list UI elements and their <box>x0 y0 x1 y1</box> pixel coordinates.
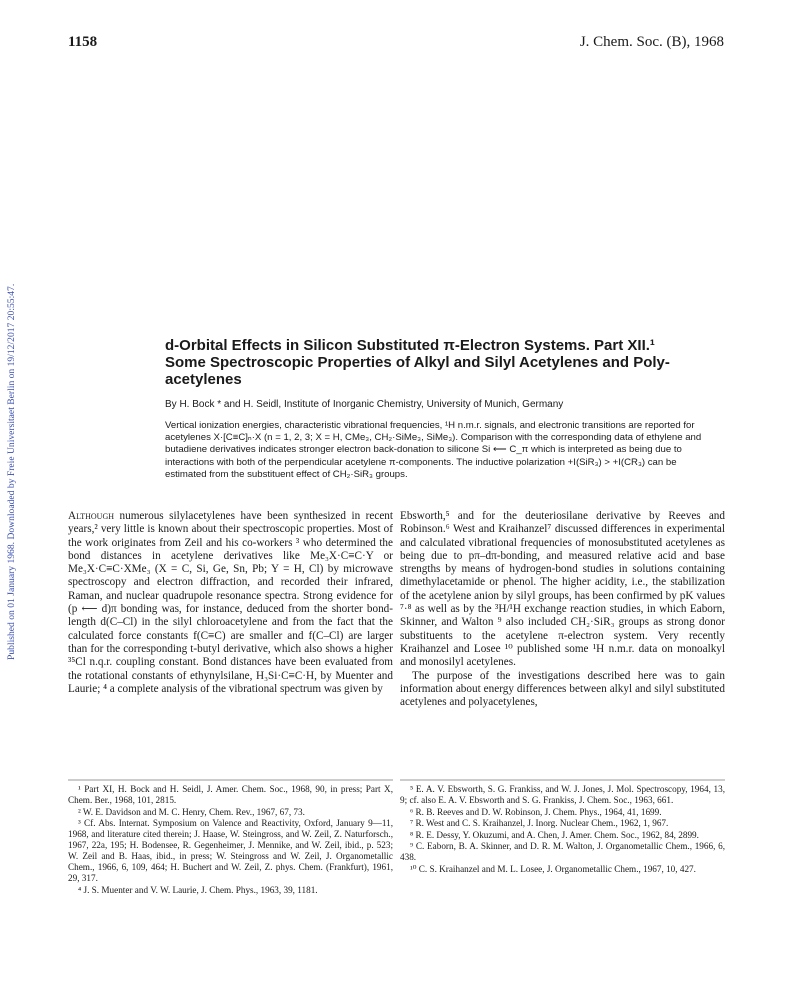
footnote: ⁴ J. S. Muenter and V. W. Laurie, J. Chem. Phys., 1963, 39, 1181. <box>78 884 318 895</box>
article-heading <box>165 337 725 481</box>
footnote: ⁵ E. A. V. Ebsworth, S. G. Frankiss, and W. J. Jones, J. Mol. Spectroscopy, 1964, 13, 9; cf. also E. A. V. Ebsworth and S. G. Frankiss, J. Chem. Soc., 1963, 661. <box>400 784 725 805</box>
title-line-1: d-Orbital Effects in Silicon Substituted π-Electron Systems. Part XII.¹ <box>165 337 655 354</box>
journal-reference: J. Chem. Soc. (B), 1968 <box>579 34 724 50</box>
footnotes-left <box>68 784 393 896</box>
footnote: ⁶ R. B. Reeves and D. W. Robinson, J. Chem. Phys., 1964, 41, 1699. <box>410 806 662 817</box>
footnote: ⁹ C. Eaborn, B. A. Skinner, and D. R. M. Walton, J. Organometallic Chem., 1966, 6, 438. <box>400 841 725 862</box>
footnote: ¹⁰ C. S. Kraihanzel and M. L. Losee, J. Organometallic Chem., 1967, 10, 427. <box>410 863 696 874</box>
body-paragraph: The purpose of the investigations described here was to gain information about energy differences between alkyl and silyl substituted acetylenes and polyacetylenes, <box>400 669 725 709</box>
publication-notice: Published on 01 January 1968. Downloaded by Freie Universitaet Berlin on 19/12/2017 20:55:47. <box>6 283 17 660</box>
abstract: Vertical ionization energies, characteristic vibrational frequencies, ¹H n.m.r. signals, and electronic transitions are reported for acetylenes X·[C≡C]ₙ·X (n = 1, 2, 3; X = H, CMe₃, CH₂·SiMe₃, SiMe₃). Comparison with the corresponding data of ethylene and butadiene derivatives indicates stronger electron back-donation to silicone Si ⟵ C_π which is interpreted as being due to interactions with both of the perpendicular acetylene π-components. The inductive polarization +I(SiR₃) > +I(CR₃) can be estimated from the substituent effect of CH₂·SiR₃ groups. <box>165 420 702 480</box>
footnote: ³ Cf. Abs. Internat. Symposium on Valence and Reactivity, Oxford, January 9—11, 1968, and literature cited therein; J. Haase, W. Steingross, and W. Zeil, Z. Naturforsch., 1967, 22a, 195; H. Bodensee, R. Gegenheimer, J. Mennike, and W. Zeil, ibid., p. 523; W. Zeil and B. Haas, ibid., in press; W. Steingross and W. Zeil, J. Organometallic Chem., 1966, 6, 109, 464; H. Buchert and W. Zeil, Z. phys. Chem. (Frankfurt), 1961, 29, 317. <box>68 818 393 883</box>
body-column-left <box>68 510 393 696</box>
lead-word: Although <box>68 510 115 522</box>
body-text-left: numerous silylacetylenes have been synthesized in recent years,² very little is known about their spectroscopic properties. Most of the work originates from Zeil and his co-workers ³ who determined the bond distances in acetylene derivatives like Me₃X·C≡C·Y or Me₃X·C≡C·XMe₃ (X = C, Si, Ge, Sn, Pb; Y = H, Cl) by microwave spectroscopy and electron diffraction, and recorded their infrared, Raman, and nuclear quadrupole resonance spectra. Strong evidence for (p ⟵ d)π bonding was, for instance, deduced from the shorter bond-length d(C–Cl) in the silyl chloroacetylene and from the fact that the calculated force constants f(C≡C) are smaller and f(C–Cl) are larger than for the corresponding t-butyl derivative, which also shows a higher ³⁵Cl n.q.r. coupling constant. Bond distances have been evaluated from the rotational constants of ethynylsilane, H₃Si·C≡C·H, by Muenter and Laurie; ⁴ a complete analysis of the vibrational spectrum was given by <box>68 510 393 695</box>
footnote-divider <box>68 779 393 781</box>
footnotes-right <box>400 784 725 875</box>
article-title <box>165 337 725 388</box>
author-line: By H. Bock * and H. Seidl, Institute of Inorganic Chemistry, University of Munich, Germany <box>165 399 564 410</box>
body-column-right <box>400 510 725 709</box>
footnote: ⁸ R. E. Dessy, Y. Okuzumi, and A. Chen, J. Amer. Chem. Soc., 1962, 84, 2899. <box>410 829 699 840</box>
footnote: ¹ Part XI, H. Bock and H. Seidl, J. Amer. Chem. Soc., 1968, 90, in press; Part X, Chem. Ber., 1968, 101, 2815. <box>68 784 393 805</box>
body-paragraph: Ebsworth,⁵ and for the deuteriosilane derivative by Reeves and Robinson.⁶ West and Kraihanzel⁷ discussed differences in experimental and calculated vibrational frequencies of monosubstituted acetylenes as being due to pπ–dπ-bonding, and measured relative acid and base strengths by means of hydrogen-bond studies in solutions containing dimethylacetamide or phenol. The higher acidity, i.e., the stabilization of the acetylene anion by silyl groups, has been confirmed by pK values ⁷·⁸ as well as by the ³H/¹H exchange reaction studies, in which Eaborn, Skinner, and Walton ⁹ also included CH₂·SiR₃ groups as strong donor substituents to the acetylene π-electron system. Very recently Kraihanzel and Losee ¹⁰ published some ¹H n.m.r. data on monoalkyl and monosilyl acetylenes. <box>400 510 725 669</box>
footnote: ² W. E. Davidson and M. C. Henry, Chem. Rev., 1967, 67, 73. <box>78 806 305 817</box>
footnote-divider <box>400 779 725 781</box>
page-number: 1158 <box>68 34 98 50</box>
title-line-2: Some Spectroscopic Properties of Alkyl and Silyl Acetylenes and Poly- <box>165 354 670 371</box>
footnote: ⁷ R. West and C. S. Kraihanzel, J. Inorg. Nuclear Chem., 1962, 1, 967. <box>410 818 669 828</box>
title-line-3: acetylenes <box>165 371 242 388</box>
publication-notice-sidebar <box>6 190 18 660</box>
